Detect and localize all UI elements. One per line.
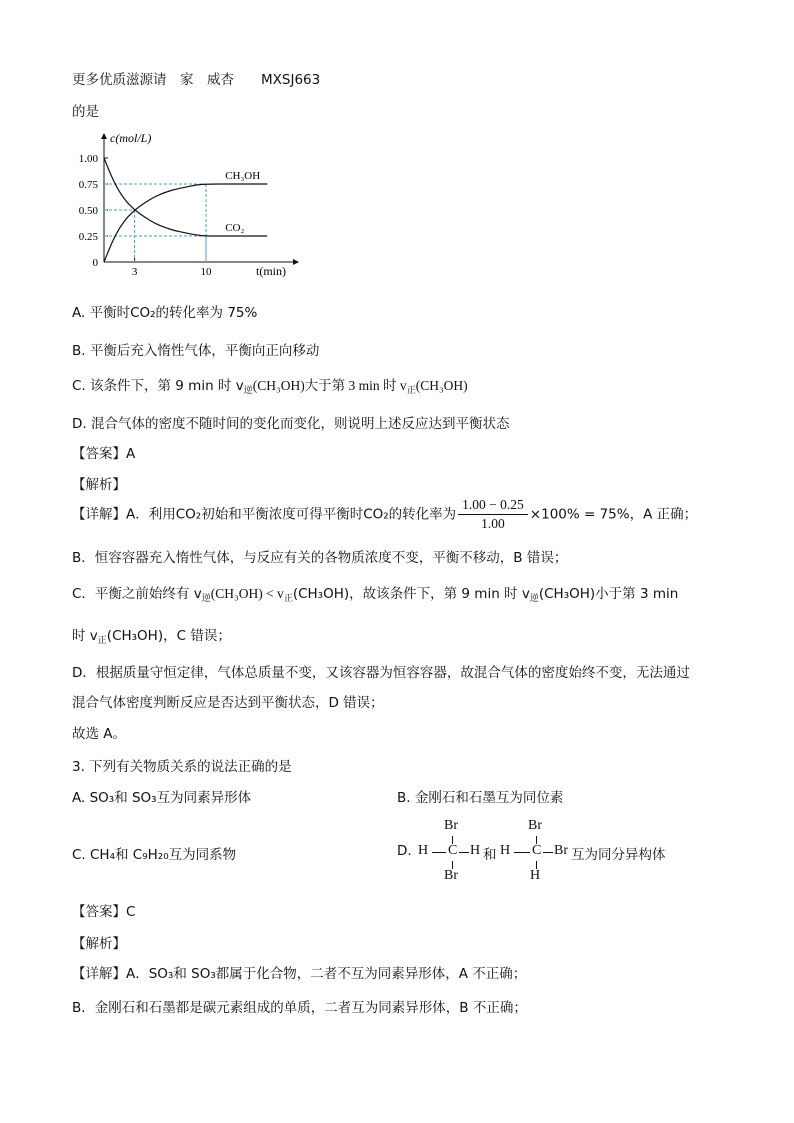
conversion-fraction: $\frac{1.00 - 0.25}{1.00}$	[458, 497, 528, 532]
q3-option-c: C. CH₄和 C₉H₂₀互为同系物	[72, 847, 237, 863]
option-c: C. 该条件下，第 9 min 时 $v_逆(CH_3OH)$大于第 3 min 时 $v_正(CH_3OH)$	[72, 378, 468, 396]
q3-detail-b: B．金刚石和石墨都是碳元素组成的单质，二者互为同素异形体，B 不正确；	[72, 1000, 527, 1016]
option-a: A. 平衡时CO₂的转化率为 75%	[72, 305, 258, 321]
question-3-stem: 3. 下列有关物质关系的说法正确的是	[72, 759, 292, 775]
y-tick-label: 0.25	[78, 231, 98, 243]
y-axis-label: c(mol/L)	[110, 131, 152, 145]
y-tick-label: 1.00	[78, 153, 98, 165]
question-stem-tail: 的是	[72, 104, 99, 120]
concentration-time-chart	[66, 128, 306, 278]
x-tick-label: 10	[200, 266, 212, 278]
series-ch3oh-label: CH₃OH	[225, 170, 261, 182]
y-tick-label: 0	[92, 257, 98, 269]
detail-d-line2: 混合气体密度判断反应是否达到平衡状态，D 错误；	[72, 695, 384, 711]
q3-option-a: A. SO₃和 SO₃互为同素异形体	[72, 790, 252, 806]
q3-option-b: B. 金刚石和石墨互为同位素	[397, 790, 564, 806]
detail-c-line1: C．平衡之前始终有 $v_逆(CH_3OH) < v_正(CH_3OH)$，故该条件下，第 9 min 时 $v_逆(CH_3OH)$小于第 3 min	[72, 586, 679, 604]
detail-d-line1: D．根据质量守恒定律，气体总质量不变，又该容器为恒容容器，故混合气体的密度始终不变，无法通过	[72, 665, 690, 681]
y-tick-label: 0.75	[78, 179, 98, 191]
x-tick-label: 3	[131, 266, 138, 278]
watermark-text: 更多优质滋源请 家 威杏 MXSJ663	[72, 72, 321, 88]
series-co2-label: CO₂	[225, 222, 245, 234]
detail-b: B．恒容容器充入惰性气体，与反应有关的各物质浓度不变，平衡不移动，B 错误；	[72, 550, 568, 566]
detail-c-line2: 时 $v_正(CH_3OH)$，C 错误；	[72, 628, 231, 646]
analysis-label: 【解析】	[72, 477, 126, 493]
q3-option-d-label: D.	[397, 843, 412, 859]
y-tick-label: 0.50	[78, 205, 98, 217]
and-connector: 和	[483, 847, 497, 863]
option-b: B. 平衡后充入惰性气体，平衡向正向移动	[72, 343, 320, 359]
x-axis-label: t(min)	[256, 264, 286, 278]
answer-label: 【答案】A	[72, 446, 136, 462]
q3-option-d-tail: 互为同分异构体	[571, 847, 666, 863]
option-d: D. 混合气体的密度不随时间的变化而变化，则说明上述反应达到平衡状态	[72, 416, 510, 432]
q3-analysis-label: 【解析】	[72, 936, 126, 952]
structural-formula-2: Br H C Br H	[500, 818, 568, 883]
q3-detail-a: 【详解】A．SO₃和 SO₃都属于化合物，二者不互为同素异形体，A 不正确；	[72, 966, 527, 982]
structural-formula-1: Br H C H Br	[418, 818, 481, 883]
q3-answer-label: 【答案】C	[72, 904, 136, 920]
detail-a: 【详解】A．利用CO₂初始和平衡浓度可得平衡时CO₂的转化率为 $\frac{1.00 - 0.25}{1.00}$ ×100% = 75%，A 正确；	[72, 497, 698, 531]
conclusion: 故选 A。	[72, 726, 127, 742]
